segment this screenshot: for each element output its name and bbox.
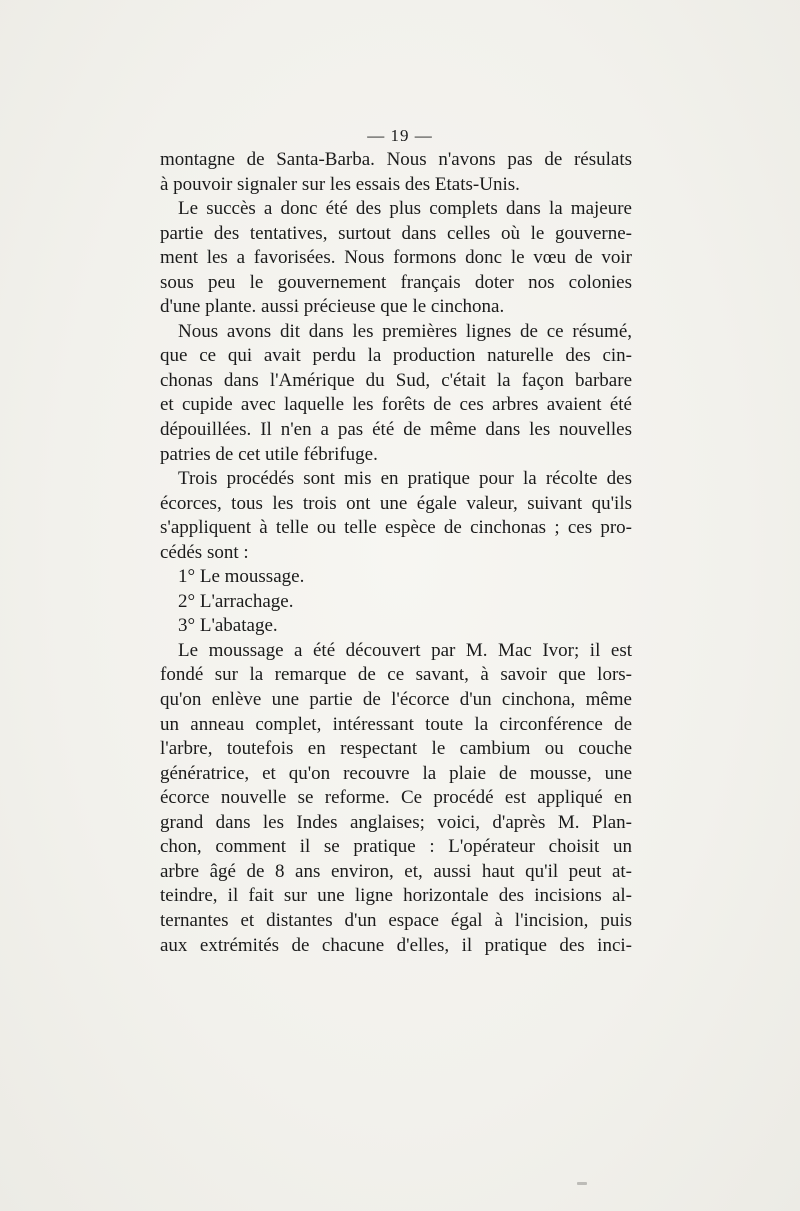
list-item: 3° L'abatage. xyxy=(178,615,278,637)
body-text xyxy=(160,148,632,958)
text-line: cédés sont : xyxy=(160,541,249,563)
text-line: écorces, tous les trois ont une égale valeur, suivant qu'ils xyxy=(160,492,632,514)
text-line: à pouvoir signaler sur les essais des Etats-Unis. xyxy=(160,173,520,195)
text-line: ternantes et distantes d'un espace égal à l'incision, puis xyxy=(160,909,632,931)
text-line: chon, comment il se pratique : L'opérateur choisit un xyxy=(160,836,632,858)
text-line: d'une plante. aussi précieuse que le cinchona. xyxy=(160,296,505,318)
text-line: écorce nouvelle se reforme. Ce procédé est appliqué en xyxy=(160,787,632,809)
text-line: montagne de Santa-Barba. Nous n'avons pas de résulats xyxy=(160,149,632,170)
text-line: teindre, il fait sur une ligne horizontale des incisions al- xyxy=(160,885,632,907)
text-line: l'arbre, toutefois en respectant le cambium ou couche xyxy=(160,738,632,760)
list-item: 2° L'arrachage. xyxy=(178,590,294,612)
text-line: dépouillées. Il n'en a pas été de même dans les nouvelles xyxy=(160,419,632,441)
text-line: ment les a favorisées. Nous formons donc le vœu de voir xyxy=(160,247,632,269)
text-line: un anneau complet, intéressant toute la circonférence de xyxy=(160,713,632,735)
page-number: — 19 — xyxy=(367,126,433,145)
text-line: Le succès a donc été des plus complets dans la majeure xyxy=(178,198,632,220)
text-line: génératrice, et qu'on recouvre la plaie de mousse, une xyxy=(160,762,632,784)
text-line: aux extrémités de chacune d'elles, il pratique des inci- xyxy=(160,934,632,956)
text-line: s'appliquent à telle ou telle espèce de cinchonas ; ces pro- xyxy=(160,517,632,539)
text-line: partie des tentatives, surtout dans celles où le gouverne- xyxy=(160,222,632,244)
text-line: Nous avons dit dans les premières lignes de ce résumé, xyxy=(178,320,632,342)
paper-speck xyxy=(577,1182,587,1185)
text-line: que ce qui avait perdu la production naturelle des cin- xyxy=(160,345,632,367)
text-line: qu'on enlève une partie de l'écorce d'un cinchona, même xyxy=(160,689,632,711)
text-line: arbre âgé de 8 ans environ, et, aussi haut qu'il peut at- xyxy=(160,860,632,882)
text-line: sous peu le gouvernement français doter nos colonies xyxy=(160,271,632,293)
text-line: patries de cet utile fébrifuge. xyxy=(160,443,378,465)
text-line: Trois procédés sont mis en pratique pour la récolte des xyxy=(178,468,632,490)
text-line: chonas dans l'Amérique du Sud, c'était la façon barbare xyxy=(160,369,632,391)
text-line: Le moussage a été découvert par M. Mac Ivor; il est xyxy=(178,639,632,661)
text-line: fondé sur la remarque de ce savant, à savoir que lors- xyxy=(160,664,632,686)
list-item: 1° Le moussage. xyxy=(178,566,305,588)
text-line: et cupide avec laquelle les forêts de ces arbres avaient été xyxy=(160,394,632,416)
text-line: grand dans les Indes anglaises; voici, d'après M. Plan- xyxy=(160,811,632,833)
